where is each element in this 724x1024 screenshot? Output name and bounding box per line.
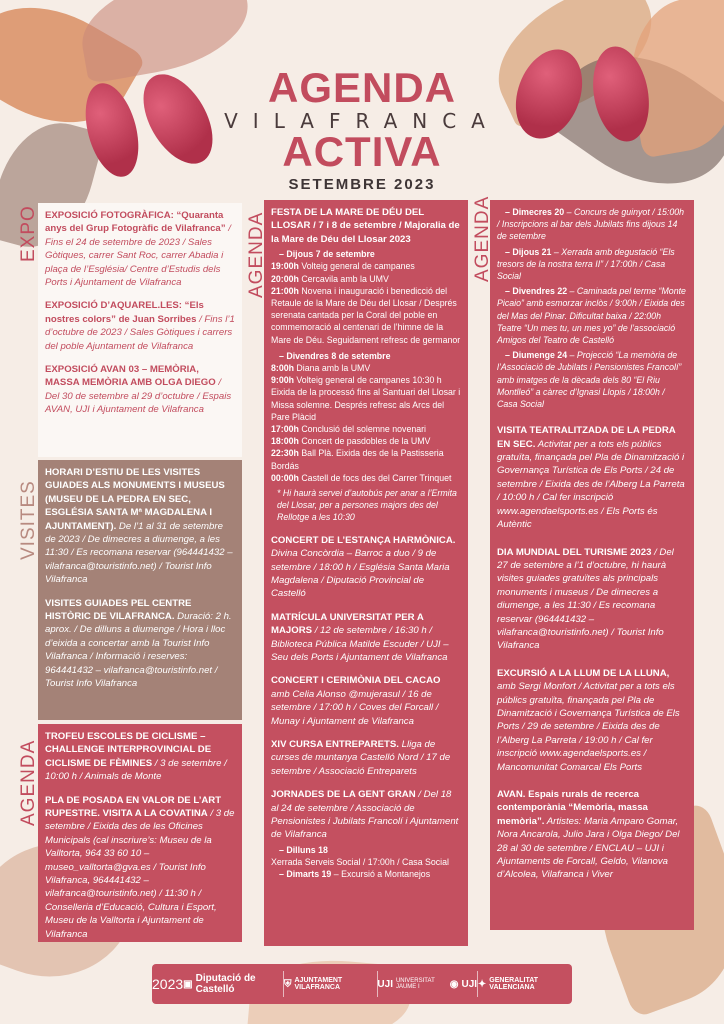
logo-uji: UJI UNIVERSITAT JAUME I	[377, 978, 435, 990]
logo-uji-seu: ◉ UJI	[449, 978, 478, 990]
event-line: – Dimecres 20 – Concurs de guinyot / 15:00h / Inscripcions al bar dels Jubilats fins dijous 14 de setembre	[497, 207, 685, 242]
event-line: 9:00h Volteig general de campanes 10:30 h Eixida de la processó fins al Santuari del Llosar i Missa solemne. Després refresc als Arcs del Pare Plàcid	[271, 375, 461, 422]
title-activa: ACTIVA	[282, 128, 442, 175]
event-line: – Dijous 21 – Xerrada amb degustació “Els tresors de la nostra terra II” / 17:00h / Casa Social	[497, 246, 675, 282]
festa-title: FESTA DE LA MARE DE DÉU DEL LLOSAR / 7 i 8 de setembre / Majoralia de la Mare de Déu del Llosar 2023	[271, 207, 460, 245]
agenda-middle-section	[264, 200, 468, 946]
logo-generalitat: ✦ GENERALITAT VALENCIANA	[477, 977, 539, 991]
event-line: 19:00h Volteig general de campanes	[271, 261, 415, 272]
visites-item: VISITES GUIADES PEL CENTRE HISTÒRIC DE VILAFRANCA. Duració: 2 h. aprox. / De dilluns a diumenge / Hora i lloc d’eixida a concertar amb la Tourist Info Vilafranca / Informació i reserves: 964441432 – vilafranca@touristinfo.net / Tourist Info Vilafranca	[45, 597, 232, 690]
event-line: – Divendres 22 – Caminada pel terme “Monte Picaio” amb esmorzar inclòs / 9:00h / Eixida des del Mas del Pinar. Dificultat baixa / 22:00h Teatre “Un mes tu, un mes yo” de l’associació Amigos del Teatro de Castelló	[497, 286, 686, 346]
logo-ajuntament: ⛨ AJUNTAMENT VILAFRANCA	[284, 977, 343, 991]
expo-item: EXPOSICIÓ D’AQUAREL.LES: “Els nostres colors” de Juan Sorribes / Fins l’1 d’octubre de 2023 / Sales Gòtiques i carrers del poble Ajuntament de Vilafranca	[45, 300, 235, 352]
bus-note: * Hi haurà servei d’autobús per anar a l’Ermita del Llosar, per a persones majors des del Rellotge a les 10:30	[277, 488, 457, 523]
event-line: – Diumenge 24 – Projecció “La memòria de l’Associació de Jubilats i Pensionistes Francolí” amb imatges de la dècada dels 80 “El Riu Montlleó” a càrrec d’Ignasi Llopis / 18:00h / Casa Social	[497, 350, 682, 410]
agenda-left-label: AGENDA	[18, 739, 39, 826]
title-date: SETEMBRE 2023	[288, 176, 436, 193]
shield-icon: ⛨	[284, 978, 292, 990]
page-header	[0, 64, 724, 193]
visites-label: VISITES	[18, 480, 39, 560]
agenda-right-label: AGENDA	[472, 195, 493, 282]
expo-item: EXPOSICIÓ AVAN 03 – MEMÒRIA, MASSA MEMÒRIA AMB OLGA DIEGO / Del 30 de setembre al 29 d’octubre / Espais AVAN, UJI i Ajuntament de Vilafranca	[45, 364, 232, 416]
event-line: Xerrada Serveis Social / 17:00h / Casa Social	[271, 857, 449, 868]
expo-label: EXPO	[18, 205, 39, 262]
agenda-item: DIA MUNDIAL DEL TURISME 2023 / Del 27 de setembre a l’1 d’octubre, hi haurà visites guiades gratuïtes als principals monuments i museus / De dimecres a diumenge, a les 11:30 / Es recomana reservar (964441432 – vilafranca@touristinfo.net) / Tourist Info Vilafranca	[497, 546, 674, 652]
agenda-item: MATRÍCULA UNIVERSITAT PER A MAJORS / 12 de setembre / 16:30 h / Biblioteca Pública Matilde Escuder / UJI – Seu dels Ports i Ajuntament de Vilafranca	[271, 611, 449, 663]
agenda-item: XIV CURSA ENTREPARETS. Lliga de curses de muntanya Castelló Nord / 17 de setembre / Associació Entreparets	[271, 738, 451, 777]
day-heading: – Divendres 8 de setembre	[279, 350, 391, 361]
event-line: 20:00h Cercavila amb la UMV	[271, 273, 389, 284]
expo-section	[38, 203, 242, 457]
visites-section	[38, 460, 242, 720]
event-line: 17:00h Conclusió del solemne novenari	[271, 424, 427, 435]
expo-item: EXPOSICIÓ FOTOGRÀFICA: “Quaranta anys del Grup Fotogràfic de Vilafranca” / Fins el 24 de setembre de 2023 / Sales Gòtiques, carrer Sant Roc, carrer Abadia i plaça de l’Església/ Centre d’Estudis dels Ports i Ajuntament de Vilafranca	[45, 210, 231, 289]
event-line: 21:00h Novena i inauguració i benedicció del Retaule de la Mare de Déu del Llosar / Després serenata cantada per la Coral del poble en commemoració al centenari de l’himne de la Mare de Déu. Seguidament refresc de germanor	[271, 285, 461, 345]
event-line: 00:00h Castell de focs des del Carrer Trinquet	[271, 472, 452, 483]
agenda-middle-label: AGENDA	[246, 211, 267, 298]
generalitat-icon: ✦	[477, 978, 487, 990]
event-line: – Dilluns 18	[279, 844, 328, 855]
agenda-item: AVAN. Espais rurals de recerca contemporània “Memòria, massa memòria”. Artistes: Maria Amparo Gomar, Nora Ancarola, Julio Jara i Olga Diego/ Del 28 al 30 de setembre / ENCLAU – UJI i Ajuntaments de Forcall, Geldo, Vilanova d’Alcolea, Vilafranca i Viver	[497, 789, 680, 881]
agenda-item: TROFEU ESCOLES DE CICLISME – CHALLENGE INTERPROVINCIAL DE CICLISME DE FÈMINES / 3 de setembre / 10:00 h / Animals de Monte	[45, 731, 227, 783]
agenda-right-section	[490, 200, 694, 930]
agenda-item: EXCURSIÓ A LA LLUM DE LA LLUNA, amb Sergi Monfort / Activitat per a tots els públics gratuïta, finançada pel Pla de Dinamització i Governança Turística de Els Ports / 29 de setembre / Eixida des de l’Alberg La Parreta / 19:00 h / Cal fer inscripció www.agendaelsports.es / Mancomunitat Comarcal Els Ports	[497, 667, 680, 773]
visites-item: HORARI D’ESTIU DE LES VISITES GUIADES ALS MONUMENTS I MUSEUS (MUSEU DE LA PEDRA EN SEC, ESGLÉSIA SANTA Mª MAGDALENA I AJUNTAMENT). De l’1 al 31 de setembre de 2023 / De dimecres a diumenge, a les 11:30 / Es recomana reservar (964441432 – vilafranca@touristinfo.net) / Tourist Info Vilafranca	[45, 467, 233, 586]
agenda-item: JORNADES DE LA GENT GRAN / Del 18 al 24 de setembre / Associació de Pensionistes i Jubilats Francolí i Ajuntament de Vilafranca	[271, 789, 459, 841]
event-line: 18:00h Concert de pasdobles de la UMV	[271, 436, 431, 447]
footer-year: 2023	[152, 976, 184, 992]
sponsor-logos-bar	[152, 964, 572, 1004]
title-vilafranca: VILAFRANCA	[224, 109, 500, 133]
event-line: 22:30h Ball Plà. Eixida des de la Pastisseria Bordás	[271, 448, 444, 471]
logo-diputacio: ▣ Diputació de Castelló	[183, 973, 256, 995]
day-heading: – Dijous 7 de setembre	[279, 249, 375, 260]
agenda-item: VISITA TEATRALITZADA DE LA PEDRA EN SEC. Activitat per a tots els públics gratuïta, finançada pel Pla de Dinamització i Governança Turística de Els Ports / 24 de setembre / Eixida des de l’Alberg La Parreta / 10:00 h / Cal fer inscripció www.agendaelsports.es / Els Ports és Autèntic	[497, 425, 685, 531]
agenda-item: CONCERT I CERIMÒNIA DEL CACAO amb Celia Alonso @mujerasul / 16 de setembre / 17:00 h / Coves del Forcall / Munay i Ajuntament de Vilafranca	[271, 675, 441, 727]
diputacio-icon: ▣	[183, 978, 193, 990]
uji-icon: ◉	[449, 978, 459, 990]
event-line: – Dimarts 19 – Excursió a Montanejos	[279, 869, 431, 880]
agenda-left-section	[38, 724, 242, 942]
title-agenda: AGENDA	[267, 64, 456, 111]
agenda-item: CONCERT DE L’ESTANÇA HARMÒNICA. Divina Concòrdia – Barroc a duo / 9 de setembre / 18:00 h / Església Santa Maria Magdalena / Diputació Provincial de Castelló	[271, 534, 456, 600]
event-line: 8:00h Diana amb la UMV	[271, 363, 371, 374]
agenda-item: PLA DE POSADA EN VALOR DE L’ART RUPESTRE. VISITA A LA COVATINA / 3 de setembre / Eixida des de les Oficines Municipals (cal inscriure’s: Museu de la Valltorta, 964 33 60 10 – museo_valltorta@gva.es / Tourist Info Vilafranca, 964441432 – vilafranca@touristinfo.net) / 11:30 h / Conselleria d’Educació, Cultura i Esport, Museu de la Valltorta i Ajuntament de Vilafranca	[45, 794, 235, 940]
